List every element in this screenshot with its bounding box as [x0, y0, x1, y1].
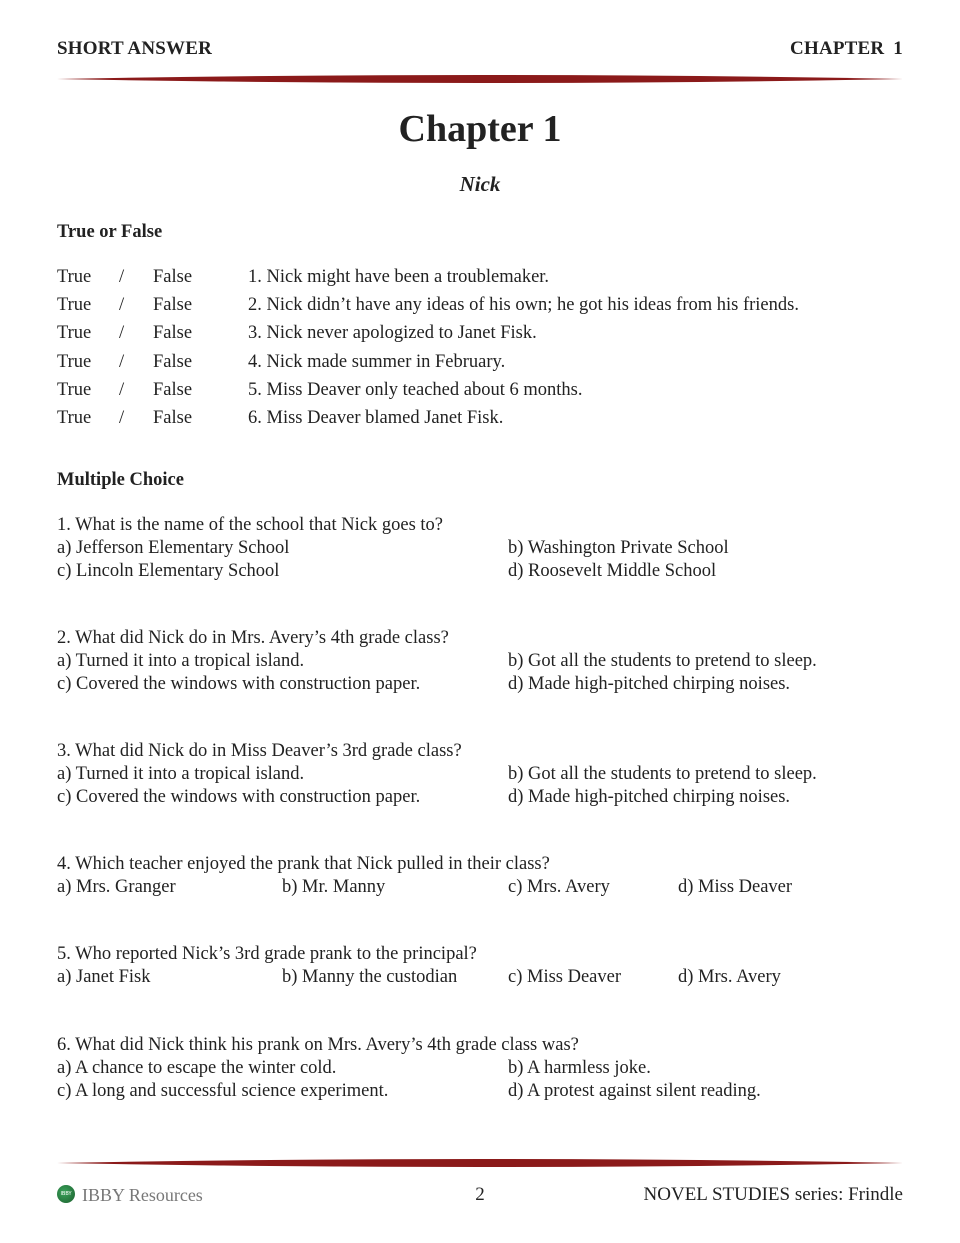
- answer-option-a[interactable]: a) Mrs. Granger: [57, 877, 176, 897]
- option-separator: /: [119, 352, 125, 372]
- header-divider: [57, 73, 903, 85]
- statement-text: 3. Nick never apologized to Janet Fisk.: [248, 323, 537, 343]
- answer-option-b[interactable]: b) Manny the custodian: [282, 967, 458, 987]
- true-option[interactable]: True: [57, 323, 92, 343]
- answer-option-d[interactable]: d) Made high-pitched chirping noises.: [508, 674, 791, 694]
- statement-text: 5. Miss Deaver only teached about 6 months.: [248, 380, 583, 400]
- question-text: 2. What did Nick do in Mrs. Avery’s 4th grade class?: [57, 628, 449, 648]
- statement-text: 4. Nick made summer in February.: [248, 352, 506, 372]
- footer-divider: [57, 1157, 903, 1169]
- statement-text: 2. Nick didn’t have any ideas of his own; he got his ideas from his friends.: [248, 295, 799, 315]
- false-option[interactable]: False: [153, 408, 193, 428]
- false-option[interactable]: False: [153, 380, 193, 400]
- answer-option-d[interactable]: d) Miss Deaver: [678, 877, 793, 897]
- false-option[interactable]: False: [153, 323, 193, 343]
- page-title: Chapter 1: [398, 108, 562, 150]
- true-option[interactable]: True: [57, 267, 92, 287]
- false-option[interactable]: False: [153, 352, 193, 372]
- question-text: 6. What did Nick think his prank on Mrs. Avery’s 4th grade class was?: [57, 1035, 579, 1055]
- footer-publisher: IBBY Resources: [82, 1185, 203, 1205]
- false-option[interactable]: False: [153, 267, 193, 287]
- answer-option-a[interactable]: a) Turned it into a tropical island.: [57, 651, 305, 671]
- true-false-heading: True or False: [57, 222, 163, 242]
- header-section-label: SHORT ANSWER: [57, 38, 213, 59]
- answer-option-a[interactable]: a) Turned it into a tropical island.: [57, 764, 305, 784]
- answer-option-b[interactable]: b) Washington Private School: [508, 538, 729, 558]
- answer-option-c[interactable]: c) A long and successful science experiment.: [57, 1081, 389, 1101]
- answer-option-d[interactable]: d) A protest against silent reading.: [508, 1081, 761, 1101]
- option-separator: /: [119, 380, 125, 400]
- answer-option-b[interactable]: b) Got all the students to pretend to sleep.: [508, 764, 817, 784]
- answer-option-c[interactable]: c) Miss Deaver: [508, 967, 622, 987]
- answer-option-b[interactable]: b) A harmless joke.: [508, 1058, 651, 1078]
- answer-option-d[interactable]: d) Mrs. Avery: [678, 967, 781, 987]
- answer-option-b[interactable]: b) Mr. Manny: [282, 877, 386, 897]
- page-number: 2: [475, 1184, 485, 1205]
- answer-option-c[interactable]: c) Mrs. Avery: [508, 877, 610, 897]
- answer-option-b[interactable]: b) Got all the students to pretend to sleep.: [508, 651, 817, 671]
- header-chapter-label: CHAPTER 1: [790, 38, 903, 59]
- footer-series: NOVEL STUDIES series: Frindle: [643, 1184, 903, 1205]
- answer-option-c[interactable]: c) Covered the windows with construction paper.: [57, 787, 421, 807]
- answer-option-d[interactable]: d) Roosevelt Middle School: [508, 561, 717, 581]
- option-separator: /: [119, 408, 125, 428]
- true-option[interactable]: True: [57, 352, 92, 372]
- option-separator: /: [119, 295, 125, 315]
- true-option[interactable]: True: [57, 408, 92, 428]
- answer-option-a[interactable]: a) Janet Fisk: [57, 967, 151, 987]
- question-text: 1. What is the name of the school that Nick goes to?: [57, 515, 444, 535]
- answer-option-c[interactable]: c) Lincoln Elementary School: [57, 561, 280, 581]
- ibby-logo-icon: IBBY: [57, 1185, 75, 1203]
- answer-option-d[interactable]: d) Made high-pitched chirping noises.: [508, 787, 791, 807]
- page-subtitle: Nick: [459, 172, 501, 196]
- statement-text: 1. Nick might have been a troublemaker.: [248, 267, 550, 287]
- question-text: 5. Who reported Nick’s 3rd grade prank to the principal?: [57, 944, 477, 964]
- statement-text: 6. Miss Deaver blamed Janet Fisk.: [248, 408, 504, 428]
- answer-option-c[interactable]: c) Covered the windows with construction paper.: [57, 674, 421, 694]
- true-option[interactable]: True: [57, 295, 92, 315]
- question-text: 3. What did Nick do in Miss Deaver’s 3rd grade class?: [57, 741, 462, 761]
- option-separator: /: [119, 323, 125, 343]
- answer-option-a[interactable]: a) Jefferson Elementary School: [57, 538, 290, 558]
- true-option[interactable]: True: [57, 380, 92, 400]
- multiple-choice-heading: Multiple Choice: [57, 470, 184, 490]
- answer-option-a[interactable]: a) A chance to escape the winter cold.: [57, 1058, 337, 1078]
- option-separator: /: [119, 267, 125, 287]
- question-text: 4. Which teacher enjoyed the prank that Nick pulled in their class?: [57, 854, 550, 874]
- false-option[interactable]: False: [153, 295, 193, 315]
